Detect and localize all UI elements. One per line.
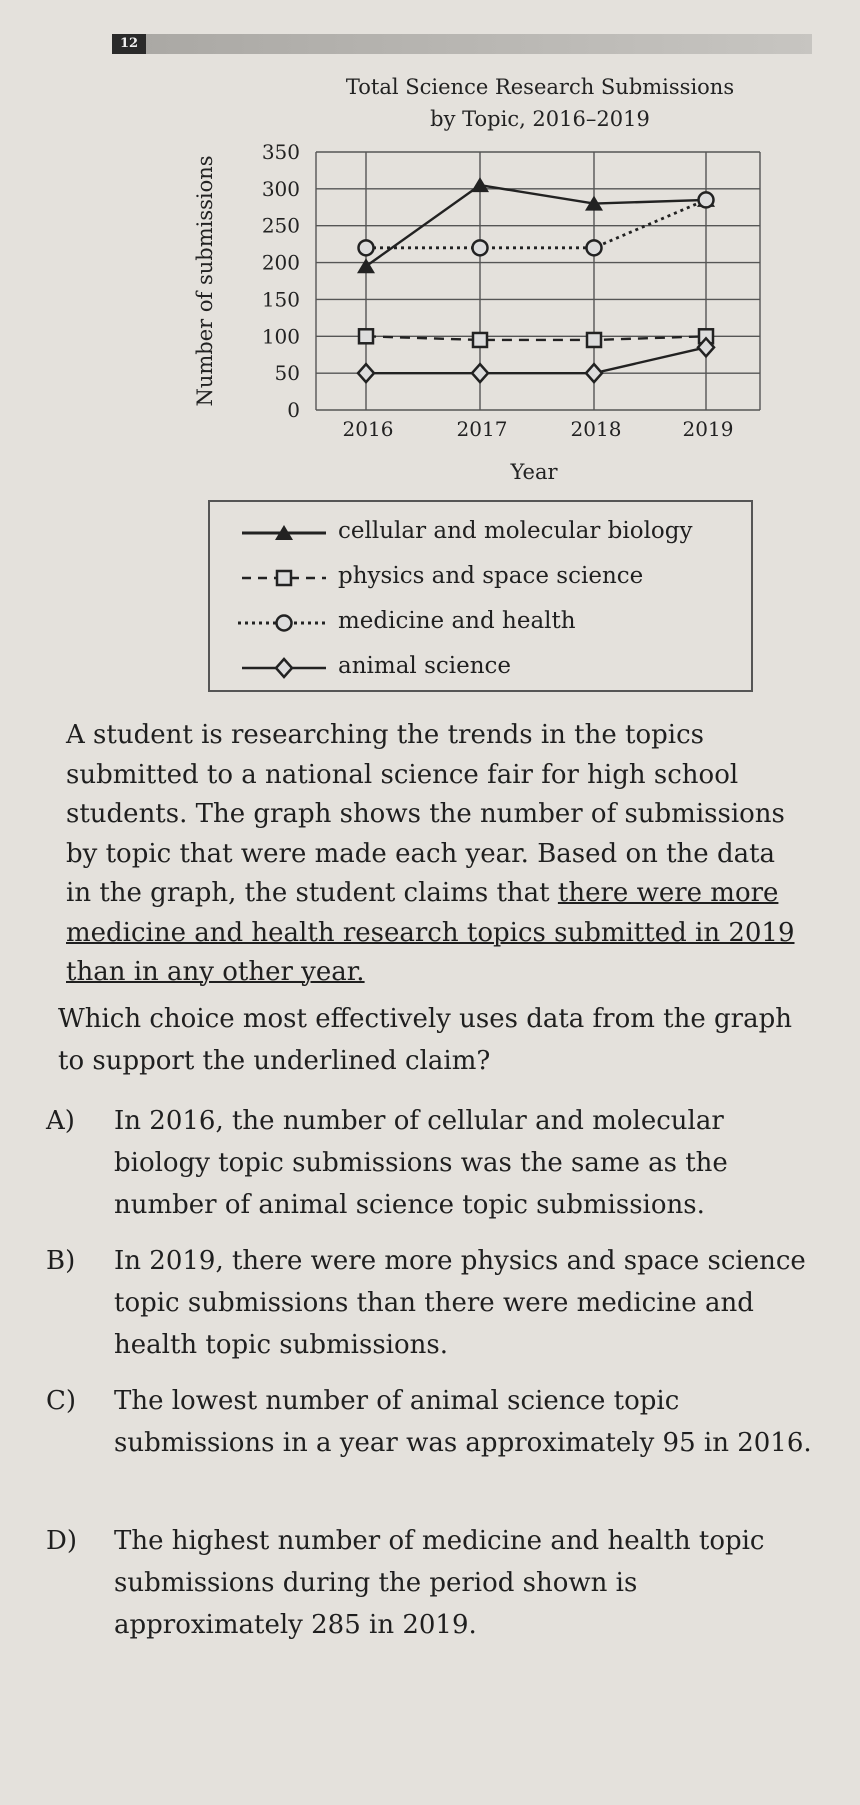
y-tick-label: 150 — [261, 287, 300, 312]
question-prompt: Which choice most effectively uses data from the graph to support the underlined claim? — [58, 1004, 792, 1076]
y-tick-label: 200 — [261, 250, 300, 275]
legend-label: medicine and health — [338, 608, 576, 634]
legend-item-animal — [210, 651, 751, 681]
y-tick-label: 50 — [274, 361, 300, 386]
data-point — [359, 240, 374, 255]
chart-title: Total Science Research Submissions — [345, 75, 735, 99]
legend-item-medicine — [210, 606, 751, 636]
x-tick-label: 2016 — [342, 417, 394, 441]
choice-text: In 2019, there were more physics and space science topic submissions than there were medicine and health topic submissions. — [114, 1246, 806, 1360]
legend-item-cellular — [210, 516, 751, 546]
data-point — [358, 364, 374, 382]
y-tick-label: 100 — [261, 324, 300, 349]
x-tick-label: 2019 — [682, 417, 734, 441]
y-tick-label: 300 — [261, 176, 300, 201]
legend-label: cellular and molecular biology — [338, 518, 693, 544]
legend-label: physics and space science — [338, 563, 644, 589]
data-point — [699, 192, 714, 207]
choice-letter: C) — [46, 1386, 77, 1416]
choice-text: In 2016, the number of cellular and molecular biology topic submissions was the same as the number of animal science topic submissions. — [114, 1106, 728, 1220]
line-chart — [0, 0, 860, 500]
data-point — [586, 364, 602, 382]
data-point — [587, 240, 602, 255]
x-tick-label: 2018 — [570, 417, 622, 441]
data-point — [587, 333, 601, 347]
data-point — [473, 240, 488, 255]
chart-legend — [208, 500, 753, 692]
choice-text: The highest number of medicine and health topic submissions during the period shown is approximately 285 in 2019. — [114, 1526, 765, 1640]
chart-subtitle: by Topic, 2016–2019 — [430, 107, 650, 131]
data-point — [471, 177, 489, 192]
choice-letter: D) — [46, 1526, 77, 1556]
y-axis-label: Number of submissions — [193, 155, 217, 407]
legend-item-physics — [210, 561, 751, 591]
data-point — [473, 333, 487, 347]
passage-text: A student is researching the trends in the topics submitted to a national science fair for high school students. The graph shows the number of submissions by topic that were made each year. Based on the data in the graph, the student claims that — [66, 720, 785, 908]
y-tick-label: 350 — [261, 140, 300, 164]
x-axis-label: Year — [510, 460, 558, 484]
x-tick-label: 2017 — [456, 417, 508, 441]
underlined-claim: there were more medicine and health research topics submitted in 2019 than in any other year. — [66, 878, 795, 987]
data-point — [472, 364, 488, 382]
choice-letter: B) — [46, 1246, 76, 1276]
series-line-3 — [366, 347, 706, 373]
series-line-2 — [366, 200, 706, 248]
legend-label: animal science — [338, 653, 512, 679]
data-point — [359, 329, 373, 343]
question-number: 12 — [112, 34, 146, 54]
choice-letter: A) — [46, 1106, 75, 1136]
passage — [66, 716, 806, 993]
y-tick-label: 0 — [287, 398, 300, 422]
choice-text: The lowest number of animal science topic submissions in a year was approximately 95 in 2016. — [114, 1386, 812, 1458]
y-tick-label: 250 — [261, 213, 300, 238]
